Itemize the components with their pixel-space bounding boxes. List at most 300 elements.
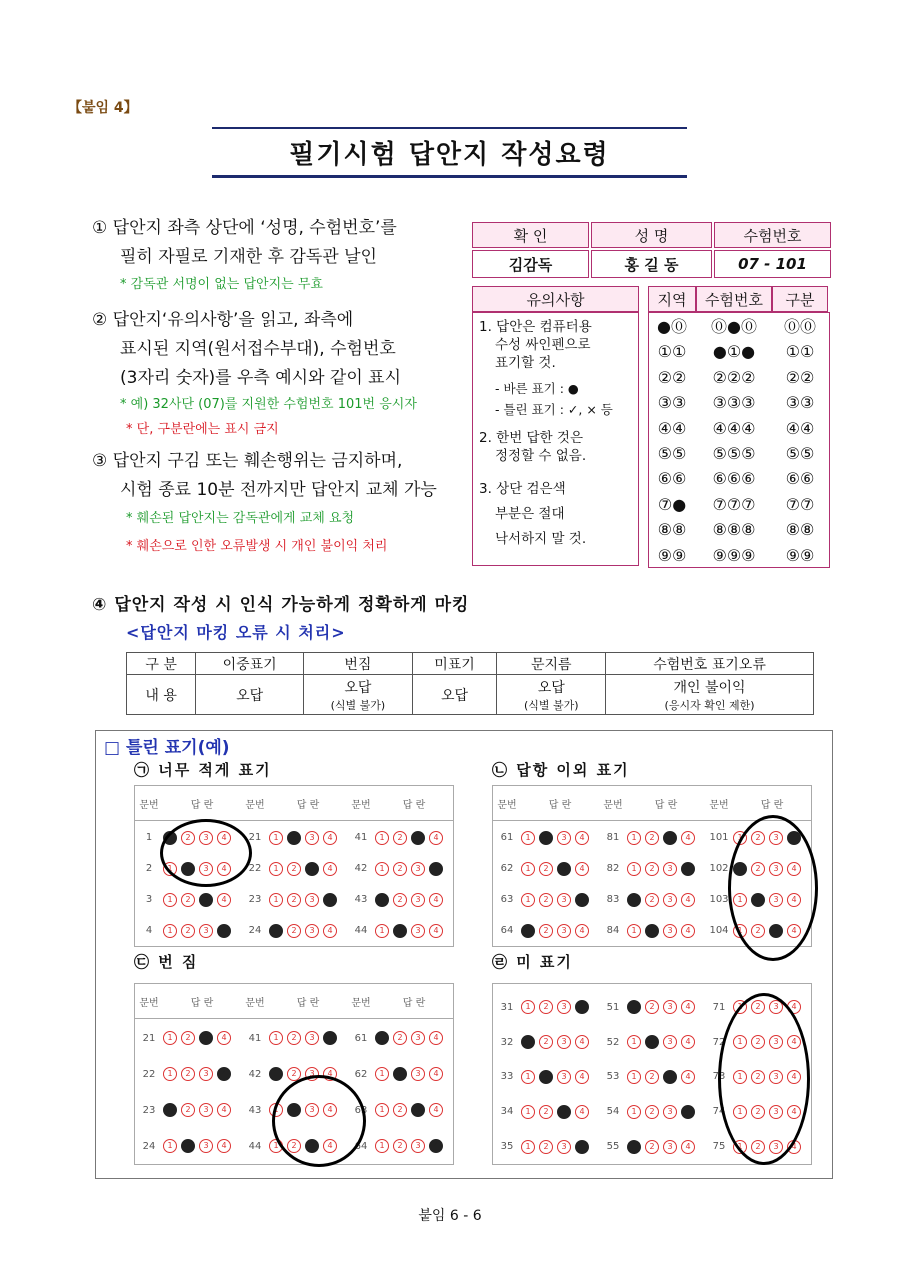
bubble-row: ⑧⑧⑧ (712, 520, 756, 540)
answer-bubble: 2 (539, 1035, 553, 1049)
answer-bubble: 3 (557, 1035, 571, 1049)
bubble-row: ⑧⑧ (657, 520, 687, 540)
answer-bubble: 1 (269, 831, 283, 845)
answer-bubble: 3 (199, 1103, 213, 1117)
highlight-ellipse (718, 993, 810, 1165)
answer-bubble: 3 (411, 893, 425, 907)
answer-bubble: 2 (393, 1103, 407, 1117)
note: * 훼손된 답안지는 감독관에게 교체 요청 (126, 511, 355, 526)
answer-bubble: 1 (269, 893, 283, 907)
sample-answer-sheet (472, 222, 832, 567)
question-number: 23 (142, 1104, 156, 1116)
answer-bubble: 4 (787, 831, 801, 845)
answer-bubbles (375, 1067, 453, 1081)
answer-bubble: 4 (429, 893, 443, 907)
omr-header-cell: 답 란 (402, 799, 426, 811)
error-cell (606, 675, 814, 715)
answer-bubble: 4 (787, 1070, 801, 1084)
answer-bubble: 3 (663, 1070, 677, 1084)
bubble-row: ⓪⓪ (783, 317, 816, 336)
number-col-header: 수험번호 (696, 286, 772, 312)
answer-bubbles (521, 831, 599, 845)
answer-bubble: 2 (287, 893, 301, 907)
answer-bubble: 4 (429, 1031, 443, 1045)
answer-bubble: 2 (645, 1140, 659, 1154)
notice-line: 부분은 절대 (495, 506, 565, 522)
notice-line: 표기할 것. (495, 355, 556, 371)
question-number: 1 (145, 832, 153, 843)
question-number: 103 (709, 894, 729, 905)
answer-bubble: 3 (305, 831, 319, 845)
answer-bubble: 2 (645, 1000, 659, 1014)
answer-bubble: 4 (681, 862, 695, 876)
answer-bubble: 4 (323, 1139, 337, 1153)
omr-header-cell: 문번 (351, 997, 371, 1009)
answer-bubble: 2 (539, 1070, 553, 1084)
answer-bubble: 2 (645, 1105, 659, 1119)
answer-bubble: 3 (663, 1140, 677, 1154)
question-number: 53 (606, 1071, 620, 1083)
answer-bubble: 3 (557, 1105, 571, 1119)
answer-bubble: 3 (557, 1140, 571, 1154)
bubble-row: ⓪●⓪ (711, 317, 757, 336)
answer-bubble: 1 (627, 1105, 641, 1119)
attachment-label: 【붙임 4】 (68, 100, 138, 116)
omr-header-cell: 문번 (245, 997, 265, 1009)
omr-header-cell: 문번 (139, 997, 159, 1009)
bubble-row: ⑥⑥ (785, 469, 815, 489)
answer-bubbles (521, 924, 599, 938)
error-header: 이중표기 (196, 653, 304, 675)
bubble-row: ①① (657, 342, 687, 362)
item-line: 답안지 구김 또는 훼손행위는 금지하며, (112, 451, 403, 471)
answer-bubble: 1 (733, 1070, 747, 1084)
answer-bubbles (627, 862, 705, 876)
question-number: 75 (712, 1141, 726, 1153)
answer-bubble: 2 (751, 1105, 765, 1119)
item-marker: ② (92, 310, 108, 330)
answer-bubble: 4 (217, 1103, 231, 1117)
answer-bubble: 4 (575, 862, 589, 876)
cell-main: 오답 (537, 679, 565, 696)
number-bubbles (696, 314, 772, 568)
answer-bubble: 1 (269, 1103, 283, 1117)
question-number: 63 (500, 894, 514, 905)
answer-bubble: 1 (627, 924, 641, 938)
item-line: (3자리 숫자)를 우측 예시와 같이 표시 (120, 368, 402, 388)
answer-bubble: 4 (575, 924, 589, 938)
answer-bubble: 4 (323, 831, 337, 845)
answer-bubble: 2 (645, 893, 659, 907)
answer-bubble: 2 (181, 924, 195, 938)
answer-bubble: 2 (645, 862, 659, 876)
answer-bubble: 1 (733, 924, 747, 938)
answer-bubble: 1 (521, 1070, 535, 1084)
answer-bubble: 2 (393, 924, 407, 938)
answer-bubble: 3 (663, 1000, 677, 1014)
answer-bubble: 1 (733, 1140, 747, 1154)
answer-bubble: 2 (287, 1139, 301, 1153)
error-table-row (127, 675, 814, 715)
answer-bubble: 3 (199, 1067, 213, 1081)
note: * 예) 32사단 (07)를 지원한 수험번호 101번 응시자 (120, 397, 417, 412)
answer-bubbles (627, 1070, 705, 1084)
answer-bubble: 3 (411, 1103, 425, 1117)
bubble-row: ●①● (712, 342, 756, 362)
answer-bubble: 3 (305, 1139, 319, 1153)
answer-bubble: 4 (575, 831, 589, 845)
panel-label: ㉣ 미 표기 (492, 953, 573, 971)
answer-bubble: 1 (375, 1103, 389, 1117)
answer-bubble: 2 (287, 831, 301, 845)
answer-bubble: 2 (287, 862, 301, 876)
answer-bubble: 1 (375, 1139, 389, 1153)
answer-bubble: 2 (539, 862, 553, 876)
answer-bubble: 2 (751, 924, 765, 938)
answer-bubbles (627, 831, 705, 845)
answer-bubble: 3 (305, 924, 319, 938)
bubble-row: ③③ (657, 393, 687, 413)
page-footer: 붙임 6 - 6 (418, 1208, 482, 1224)
notice-body (472, 312, 639, 566)
page-title: 필기시험 답안지 작성요령 (212, 127, 687, 178)
omr-header-cell: 답 란 (190, 997, 214, 1009)
answer-bubble: 4 (429, 862, 443, 876)
item-2 (92, 306, 472, 393)
answer-bubble: 2 (287, 1031, 301, 1045)
question-number: 61 (354, 1032, 368, 1044)
error-cell (412, 675, 497, 715)
answer-bubble: 4 (429, 1067, 443, 1081)
answer-bubbles (521, 862, 599, 876)
answer-bubble: 3 (769, 1000, 783, 1014)
answer-bubble: 4 (217, 924, 231, 938)
answer-bubbles (375, 862, 453, 876)
cell-main: 개인 불이익 (673, 679, 746, 696)
answer-bubbles (163, 893, 241, 907)
item-line: 답안지‘유의사항’을 읽고, 좌측에 (112, 310, 354, 330)
answer-bubble: 3 (769, 831, 783, 845)
question-number: 24 (248, 925, 262, 936)
question-number: 32 (500, 1036, 514, 1048)
question-number: 42 (354, 863, 368, 874)
answer-bubble: 3 (411, 1067, 425, 1081)
question-number: 84 (606, 925, 620, 936)
exam-number-header: 수험번호 (714, 222, 831, 248)
answer-bubble: 4 (575, 1035, 589, 1049)
answer-bubble: 1 (163, 924, 177, 938)
answer-bubble: 2 (393, 1031, 407, 1045)
answer-bubble: 1 (163, 893, 177, 907)
question-number: 21 (142, 1032, 156, 1044)
answer-bubble: 4 (323, 1067, 337, 1081)
bubble-row: ③③③ (712, 393, 756, 413)
answer-bubble: 3 (769, 1035, 783, 1049)
answer-bubble: 3 (411, 1031, 425, 1045)
bubble-row: ⑦⑦⑦ (712, 494, 756, 514)
answer-bubble: 1 (733, 1035, 747, 1049)
cell-main: 오답 (441, 687, 469, 704)
confirm-value: 김감독 (472, 250, 589, 278)
panel-label: ㉢ 번 짐 (134, 953, 199, 971)
answer-bubble: 3 (557, 893, 571, 907)
question-number: 102 (709, 863, 729, 874)
answer-bubbles (163, 1103, 241, 1117)
omr-row (135, 915, 453, 946)
omr-header-cell: 답 란 (296, 997, 320, 1009)
bubble-row: ⑤⑤ (785, 444, 815, 464)
omr-row (135, 1020, 453, 1056)
answer-bubble: 4 (681, 1105, 695, 1119)
bubble-row: ⑨⑨ (657, 545, 687, 565)
question-number: 2 (145, 863, 153, 874)
answer-bubbles (521, 1035, 599, 1049)
answer-bubble: 2 (751, 831, 765, 845)
answer-bubble: 4 (575, 1070, 589, 1084)
question-number: 101 (709, 832, 729, 843)
answer-bubble: 4 (787, 924, 801, 938)
omr-header-cell: 문번 (139, 799, 159, 811)
answer-bubble: 4 (217, 1067, 231, 1081)
answer-bubble: 4 (681, 831, 695, 845)
answer-bubbles (627, 1105, 705, 1119)
answer-bubble: 4 (787, 1105, 801, 1119)
answer-bubbles (375, 924, 453, 938)
notice-header: 유의사항 (472, 286, 639, 312)
question-number: 73 (712, 1071, 726, 1083)
answer-bubble: 4 (323, 1103, 337, 1117)
error-header: 수험번호 표기오류 (606, 653, 814, 675)
item-marker: ① (92, 218, 108, 238)
bubble-row: ⑨⑨⑨ (712, 545, 756, 565)
omr-header-cell: 문번 (709, 799, 729, 811)
omr-header-cell: 답 란 (296, 799, 320, 811)
question-number: 74 (712, 1106, 726, 1118)
division-header: 구분 (772, 286, 828, 312)
bubble-row: ⑦● (657, 494, 687, 514)
bubble-row: ⑤⑤ (657, 444, 687, 464)
item-1 (92, 214, 472, 272)
answer-bubble: 4 (681, 1070, 695, 1084)
bubble-row: ⑤⑤⑤ (712, 444, 756, 464)
notice-line: 1. 답안은 컴퓨터용 (479, 319, 592, 335)
panel-label: ㉡ 답항 이외 표기 (492, 761, 630, 779)
question-number: 21 (248, 832, 262, 843)
answer-bubble: 3 (411, 831, 425, 845)
question-number: 42 (248, 1068, 262, 1080)
panel-label: ㉠ 너무 적게 표기 (134, 761, 272, 779)
answer-bubble: 4 (681, 1035, 695, 1049)
question-number: 34 (500, 1106, 514, 1118)
answer-bubble: 2 (393, 862, 407, 876)
answer-bubble: 4 (787, 862, 801, 876)
answer-bubble: 1 (521, 862, 535, 876)
omr-header-cell: 답 란 (402, 997, 426, 1009)
answer-bubble: 4 (323, 1031, 337, 1045)
wrong-marking-examples (95, 730, 833, 1179)
answer-bubbles (375, 1103, 453, 1117)
answer-bubble: 2 (751, 862, 765, 876)
answer-bubble: 2 (539, 1140, 553, 1154)
question-number: 33 (500, 1071, 514, 1083)
question-number: 64 (354, 1140, 368, 1152)
answer-bubbles (375, 1139, 453, 1153)
answer-bubble: 3 (411, 1139, 425, 1153)
answer-bubble: 1 (521, 1105, 535, 1119)
notice-line: - 틀린 표기 : ✓, × 등 (495, 402, 613, 417)
answer-bubble: 2 (645, 1035, 659, 1049)
answer-bubble: 3 (663, 893, 677, 907)
item-line: 시험 종료 10분 전까지만 답안지 교체 가능 (120, 480, 437, 500)
answer-bubble: 1 (375, 831, 389, 845)
question-number: 72 (712, 1036, 726, 1048)
answer-bubble: 4 (575, 1140, 589, 1154)
answer-bubble: 1 (627, 1070, 641, 1084)
notice-line: 수성 싸인펜으로 (495, 337, 591, 353)
question-number: 52 (606, 1036, 620, 1048)
bubble-row: ④④ (657, 418, 687, 438)
answer-bubble: 2 (181, 1067, 195, 1081)
answer-bubble: 4 (575, 1000, 589, 1014)
answer-bubble: 1 (627, 893, 641, 907)
notice-line: 정정할 수 없음. (495, 448, 587, 464)
question-number: 63 (354, 1104, 368, 1116)
answer-bubble: 4 (575, 1105, 589, 1119)
answer-bubble: 4 (217, 893, 231, 907)
answer-bubble: 1 (375, 924, 389, 938)
question-number: 23 (248, 894, 262, 905)
answer-bubbles (627, 924, 705, 938)
item-4 (92, 590, 469, 615)
answer-bubble: 3 (663, 831, 677, 845)
answer-bubbles (521, 893, 599, 907)
answer-bubble: 2 (645, 1070, 659, 1084)
cell-sub: (응시자 확인 제한) (664, 698, 755, 712)
answer-bubble: 3 (557, 862, 571, 876)
bubble-row: ②② (657, 367, 687, 387)
answer-bubbles (627, 1035, 705, 1049)
error-cell (497, 675, 606, 715)
answer-bubble: 4 (681, 893, 695, 907)
question-number: 31 (500, 1001, 514, 1013)
question-number: 55 (606, 1141, 620, 1153)
division-bubbles (772, 314, 828, 568)
answer-bubble: 2 (751, 1035, 765, 1049)
answer-bubble: 2 (539, 1000, 553, 1014)
highlight-ellipse (160, 819, 252, 887)
answer-bubble: 4 (681, 924, 695, 938)
question-number: 51 (606, 1001, 620, 1013)
error-table-header-row (127, 653, 814, 675)
notice-line: - 바른 표기 : ● (495, 381, 579, 396)
answer-bubble: 1 (521, 924, 535, 938)
answer-bubble: 3 (199, 1031, 213, 1045)
answer-bubble: 3 (411, 862, 425, 876)
answer-bubble: 3 (557, 1070, 571, 1084)
answer-bubble: 3 (663, 1035, 677, 1049)
error-subtitle: <답안지 마킹 오류 시 처리> (126, 623, 346, 642)
question-number: 43 (354, 894, 368, 905)
notice-line: 2. 한번 답한 것은 (479, 430, 583, 446)
answer-bubble: 1 (163, 831, 177, 845)
row-label: 내 용 (127, 675, 196, 715)
answer-bubble: 1 (375, 1031, 389, 1045)
name-value: 홍 길 동 (591, 250, 712, 278)
question-number: 62 (500, 863, 514, 874)
question-number: 41 (248, 1032, 262, 1044)
answer-bubble: 4 (323, 924, 337, 938)
answer-bubble: 2 (181, 1031, 195, 1045)
answer-bubble: 1 (269, 924, 283, 938)
item-marker: ④ (92, 595, 108, 615)
answer-bubbles (163, 1031, 241, 1045)
answer-bubble: 4 (429, 1103, 443, 1117)
bubble-row: ②② (785, 367, 815, 387)
answer-bubble: 2 (539, 893, 553, 907)
answer-bubble: 3 (199, 924, 213, 938)
omr-row (135, 884, 453, 915)
answer-bubble: 2 (751, 1070, 765, 1084)
answer-bubble: 2 (287, 924, 301, 938)
answer-bubble: 1 (627, 1000, 641, 1014)
exam-number-value: 07 - 101 (714, 250, 831, 278)
answer-bubble: 1 (269, 1067, 283, 1081)
answer-bubble: 4 (323, 893, 337, 907)
answer-bubble: 3 (557, 831, 571, 845)
answer-bubbles (163, 1067, 241, 1081)
question-number: 62 (354, 1068, 368, 1080)
question-number: 64 (500, 925, 514, 936)
answer-bubble: 2 (181, 893, 195, 907)
answer-bubble: 3 (199, 831, 213, 845)
error-table (126, 652, 814, 715)
answer-bubble: 3 (557, 924, 571, 938)
bubble-row: ④④ (785, 418, 815, 438)
question-number: 81 (606, 832, 620, 843)
answer-bubble: 1 (627, 1140, 641, 1154)
answer-bubbles (269, 893, 347, 907)
answer-bubbles (163, 1139, 241, 1153)
answer-bubble: 1 (627, 831, 641, 845)
bubble-row: ④④④ (712, 418, 756, 438)
answer-bubble: 4 (787, 893, 801, 907)
answer-bubble: 3 (305, 1067, 319, 1081)
answer-bubbles (375, 893, 453, 907)
omr-header-cell: 답 란 (654, 799, 678, 811)
answer-bubbles (627, 1140, 705, 1154)
answer-bubble: 1 (733, 862, 747, 876)
error-cell (196, 675, 304, 715)
answer-bubble: 2 (181, 1103, 195, 1117)
instruction-list (92, 214, 472, 561)
answer-bubble: 4 (787, 1035, 801, 1049)
error-header: 문지름 (497, 653, 606, 675)
cell-main: 오답 (344, 679, 372, 696)
answer-bubble: 4 (429, 1139, 443, 1153)
answer-bubble: 1 (375, 893, 389, 907)
question-number: 61 (500, 832, 514, 843)
answer-bubble: 2 (181, 862, 195, 876)
question-number: 54 (606, 1106, 620, 1118)
answer-bubble: 1 (521, 1035, 535, 1049)
omr-header-cell: 문번 (603, 799, 623, 811)
answer-bubble: 3 (769, 1070, 783, 1084)
region-header: 지역 (648, 286, 696, 312)
answer-bubble: 1 (163, 1067, 177, 1081)
answer-bubble: 4 (323, 862, 337, 876)
answer-bubble: 3 (199, 893, 213, 907)
answer-bubble: 4 (217, 862, 231, 876)
